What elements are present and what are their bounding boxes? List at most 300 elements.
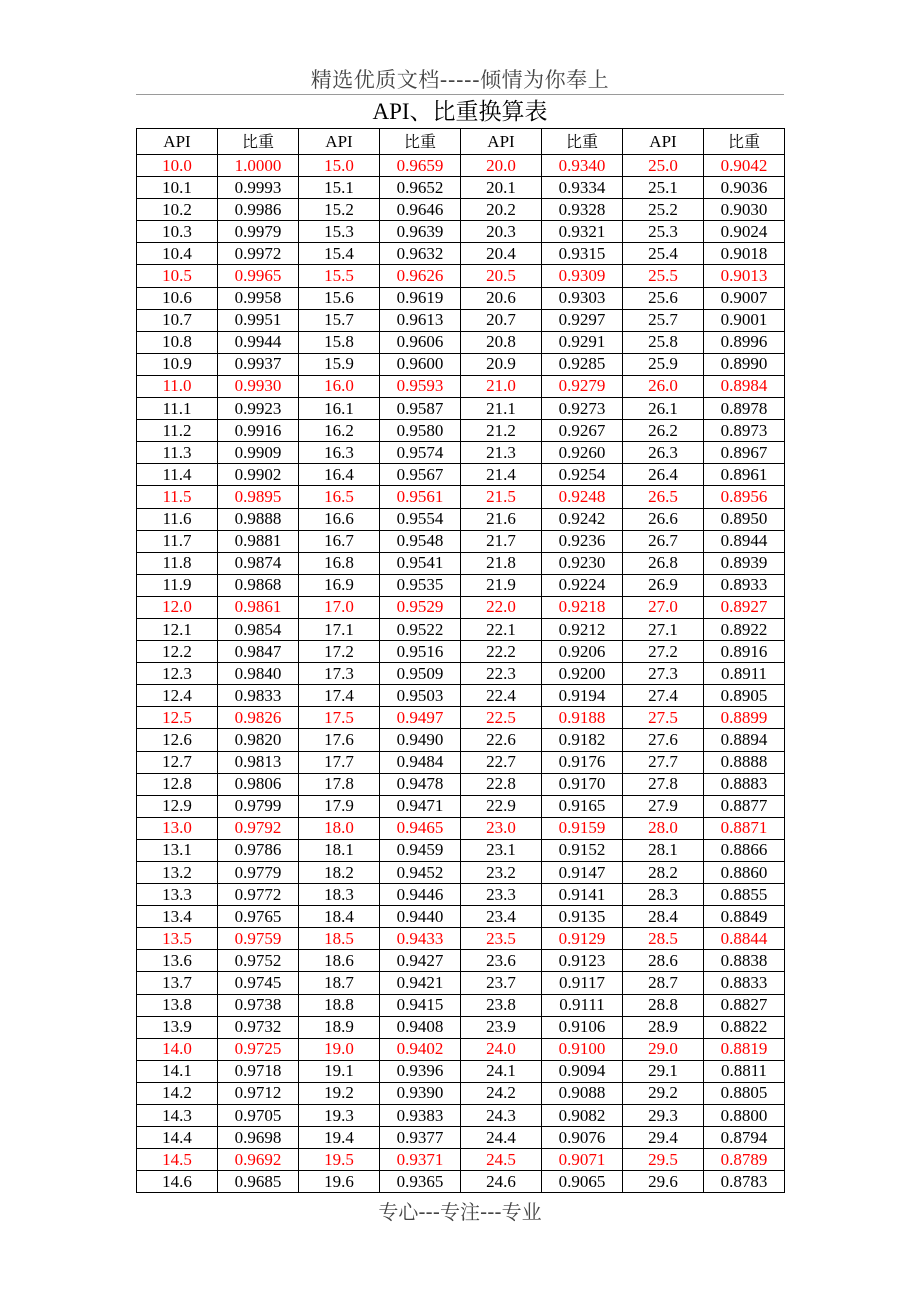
api-value-cell: 10.3 (137, 221, 218, 243)
gravity-value-cell: 0.9965 (218, 265, 299, 287)
gravity-value-cell: 0.9421 (380, 972, 461, 994)
api-value-cell: 14.2 (137, 1082, 218, 1104)
api-value-cell: 15.4 (299, 243, 380, 265)
table-row (137, 773, 785, 795)
gravity-value-cell: 0.9459 (380, 839, 461, 861)
api-value-cell: 26.8 (623, 552, 704, 574)
gravity-value-cell: 0.8967 (704, 442, 785, 464)
table-row (137, 177, 785, 199)
api-value-cell: 10.1 (137, 177, 218, 199)
api-value-cell: 19.6 (299, 1171, 380, 1193)
api-value-cell: 23.7 (461, 972, 542, 994)
gravity-value-cell: 0.8996 (704, 331, 785, 353)
gravity-value-cell: 0.8789 (704, 1149, 785, 1171)
gravity-value-cell: 0.9698 (218, 1127, 299, 1149)
gravity-value-cell: 0.9745 (218, 972, 299, 994)
gravity-value-cell: 0.9396 (380, 1060, 461, 1082)
gravity-value-cell: 0.8849 (704, 906, 785, 928)
api-value-cell: 14.5 (137, 1149, 218, 1171)
gravity-value-cell: 0.9007 (704, 287, 785, 309)
gravity-value-cell: 0.9371 (380, 1149, 461, 1171)
gravity-value-cell: 0.8944 (704, 530, 785, 552)
api-value-cell: 11.1 (137, 398, 218, 420)
gravity-value-cell: 0.9692 (218, 1149, 299, 1171)
api-value-cell: 22.9 (461, 795, 542, 817)
api-value-cell: 18.5 (299, 928, 380, 950)
api-value-cell: 11.8 (137, 552, 218, 574)
gravity-value-cell: 0.9718 (218, 1060, 299, 1082)
api-value-cell: 13.9 (137, 1016, 218, 1038)
api-value-cell: 15.0 (299, 155, 380, 177)
api-value-cell: 14.3 (137, 1105, 218, 1127)
table-row (137, 663, 785, 685)
api-value-cell: 19.5 (299, 1149, 380, 1171)
table-row (137, 243, 785, 265)
gravity-value-cell: 0.8956 (704, 486, 785, 508)
gravity-value-cell: 0.9752 (218, 950, 299, 972)
column-header-gravity: 比重 (380, 129, 461, 155)
gravity-value-cell: 0.9888 (218, 508, 299, 530)
gravity-value-cell: 0.9759 (218, 928, 299, 950)
table-row (137, 331, 785, 353)
api-value-cell: 25.7 (623, 309, 704, 331)
api-value-cell: 23.2 (461, 862, 542, 884)
gravity-value-cell: 0.9018 (704, 243, 785, 265)
api-value-cell: 16.8 (299, 552, 380, 574)
table-header-row (137, 129, 785, 155)
column-header-api: API (137, 129, 218, 155)
gravity-value-cell: 0.9593 (380, 375, 461, 397)
api-value-cell: 22.7 (461, 751, 542, 773)
column-header-api: API (623, 129, 704, 155)
api-value-cell: 14.0 (137, 1038, 218, 1060)
api-value-cell: 25.6 (623, 287, 704, 309)
api-value-cell: 15.6 (299, 287, 380, 309)
table-row (137, 862, 785, 884)
api-value-cell: 13.3 (137, 884, 218, 906)
api-value-cell: 25.9 (623, 353, 704, 375)
api-value-cell: 17.5 (299, 707, 380, 729)
gravity-value-cell: 0.9587 (380, 398, 461, 420)
gravity-value-cell: 0.9529 (380, 596, 461, 618)
gravity-value-cell: 0.8927 (704, 596, 785, 618)
api-value-cell: 16.2 (299, 420, 380, 442)
gravity-value-cell: 0.9979 (218, 221, 299, 243)
api-value-cell: 12.5 (137, 707, 218, 729)
api-value-cell: 21.9 (461, 574, 542, 596)
api-value-cell: 17.3 (299, 663, 380, 685)
api-value-cell: 17.0 (299, 596, 380, 618)
api-value-cell: 11.3 (137, 442, 218, 464)
gravity-value-cell: 0.9652 (380, 177, 461, 199)
gravity-value-cell: 0.9030 (704, 199, 785, 221)
gravity-value-cell: 0.9433 (380, 928, 461, 950)
api-value-cell: 24.2 (461, 1082, 542, 1104)
api-value-cell: 27.5 (623, 707, 704, 729)
gravity-value-cell: 0.8819 (704, 1038, 785, 1060)
api-value-cell: 26.7 (623, 530, 704, 552)
table-row-highlighted (137, 817, 785, 839)
gravity-value-cell: 0.9854 (218, 618, 299, 640)
api-value-cell: 16.9 (299, 574, 380, 596)
api-value-cell: 12.2 (137, 641, 218, 663)
gravity-value-cell: 0.9986 (218, 199, 299, 221)
api-value-cell: 27.2 (623, 641, 704, 663)
gravity-value-cell: 0.9248 (542, 486, 623, 508)
api-value-cell: 15.5 (299, 265, 380, 287)
gravity-value-cell: 0.9958 (218, 287, 299, 309)
api-value-cell: 18.6 (299, 950, 380, 972)
gravity-value-cell: 0.9170 (542, 773, 623, 795)
api-value-cell: 28.9 (623, 1016, 704, 1038)
api-value-cell: 23.0 (461, 817, 542, 839)
api-value-cell: 20.0 (461, 155, 542, 177)
table-row (137, 287, 785, 309)
api-value-cell: 13.5 (137, 928, 218, 950)
api-value-cell: 21.3 (461, 442, 542, 464)
gravity-value-cell: 0.8978 (704, 398, 785, 420)
api-value-cell: 11.4 (137, 464, 218, 486)
api-value-cell: 20.3 (461, 221, 542, 243)
gravity-value-cell: 0.9786 (218, 839, 299, 861)
gravity-value-cell: 0.9895 (218, 486, 299, 508)
gravity-value-cell: 0.9993 (218, 177, 299, 199)
api-value-cell: 13.7 (137, 972, 218, 994)
api-value-cell: 29.6 (623, 1171, 704, 1193)
gravity-value-cell: 0.9685 (218, 1171, 299, 1193)
api-value-cell: 28.5 (623, 928, 704, 950)
gravity-value-cell: 0.8984 (704, 375, 785, 397)
api-value-cell: 18.4 (299, 906, 380, 928)
api-value-cell: 10.9 (137, 353, 218, 375)
api-value-cell: 17.6 (299, 729, 380, 751)
api-value-cell: 23.5 (461, 928, 542, 950)
api-value-cell: 20.8 (461, 331, 542, 353)
api-value-cell: 23.9 (461, 1016, 542, 1038)
api-value-cell: 25.3 (623, 221, 704, 243)
api-value-cell: 17.4 (299, 685, 380, 707)
gravity-value-cell: 0.9632 (380, 243, 461, 265)
api-value-cell: 23.8 (461, 994, 542, 1016)
table-row (137, 1060, 785, 1082)
table-body (137, 155, 785, 1193)
gravity-value-cell: 0.8899 (704, 707, 785, 729)
gravity-value-cell: 0.8838 (704, 950, 785, 972)
api-value-cell: 20.9 (461, 353, 542, 375)
api-value-cell: 19.4 (299, 1127, 380, 1149)
gravity-value-cell: 0.9065 (542, 1171, 623, 1193)
api-value-cell: 22.8 (461, 773, 542, 795)
table-row (137, 641, 785, 663)
gravity-value-cell: 0.8922 (704, 618, 785, 640)
gravity-value-cell: 0.8833 (704, 972, 785, 994)
api-value-cell: 22.6 (461, 729, 542, 751)
gravity-value-cell: 0.9194 (542, 685, 623, 707)
table-row (137, 994, 785, 1016)
api-value-cell: 12.3 (137, 663, 218, 685)
gravity-value-cell: 0.8916 (704, 641, 785, 663)
api-value-cell: 13.4 (137, 906, 218, 928)
gravity-value-cell: 0.9916 (218, 420, 299, 442)
gravity-value-cell: 0.9088 (542, 1082, 623, 1104)
column-header-gravity: 比重 (542, 129, 623, 155)
api-value-cell: 10.2 (137, 199, 218, 221)
gravity-value-cell: 0.9738 (218, 994, 299, 1016)
api-value-cell: 29.1 (623, 1060, 704, 1082)
api-value-cell: 25.0 (623, 155, 704, 177)
gravity-value-cell: 0.9071 (542, 1149, 623, 1171)
gravity-value-cell: 0.9267 (542, 420, 623, 442)
api-value-cell: 21.4 (461, 464, 542, 486)
api-value-cell: 11.6 (137, 508, 218, 530)
api-value-cell: 18.3 (299, 884, 380, 906)
api-value-cell: 13.1 (137, 839, 218, 861)
api-value-cell: 26.1 (623, 398, 704, 420)
api-value-cell: 29.0 (623, 1038, 704, 1060)
gravity-value-cell: 0.9951 (218, 309, 299, 331)
api-value-cell: 10.5 (137, 265, 218, 287)
api-value-cell: 26.0 (623, 375, 704, 397)
api-value-cell: 11.7 (137, 530, 218, 552)
api-value-cell: 20.4 (461, 243, 542, 265)
gravity-value-cell: 0.8794 (704, 1127, 785, 1149)
gravity-value-cell: 0.9806 (218, 773, 299, 795)
gravity-value-cell: 0.9561 (380, 486, 461, 508)
gravity-value-cell: 0.8805 (704, 1082, 785, 1104)
table-row (137, 1127, 785, 1149)
api-value-cell: 18.7 (299, 972, 380, 994)
api-value-cell: 17.8 (299, 773, 380, 795)
gravity-value-cell: 0.9516 (380, 641, 461, 663)
gravity-value-cell: 0.8800 (704, 1105, 785, 1127)
gravity-value-cell: 0.9279 (542, 375, 623, 397)
api-value-cell: 12.7 (137, 751, 218, 773)
gravity-value-cell: 0.9522 (380, 618, 461, 640)
api-value-cell: 24.4 (461, 1127, 542, 1149)
table-row (137, 552, 785, 574)
api-value-cell: 16.5 (299, 486, 380, 508)
api-gravity-table (136, 128, 785, 1193)
gravity-value-cell: 0.8871 (704, 817, 785, 839)
api-value-cell: 11.9 (137, 574, 218, 596)
gravity-value-cell: 0.8911 (704, 663, 785, 685)
gravity-value-cell: 0.9725 (218, 1038, 299, 1060)
gravity-value-cell: 0.9600 (380, 353, 461, 375)
gravity-value-cell: 0.9340 (542, 155, 623, 177)
gravity-value-cell: 0.9452 (380, 862, 461, 884)
api-value-cell: 20.1 (461, 177, 542, 199)
gravity-value-cell: 0.9779 (218, 862, 299, 884)
gravity-value-cell: 0.9328 (542, 199, 623, 221)
gravity-value-cell: 0.9574 (380, 442, 461, 464)
gravity-value-cell: 0.9881 (218, 530, 299, 552)
gravity-value-cell: 0.9321 (542, 221, 623, 243)
api-value-cell: 24.1 (461, 1060, 542, 1082)
gravity-value-cell: 0.8939 (704, 552, 785, 574)
document-title: API、比重换算表 (372, 99, 548, 124)
api-value-cell: 26.4 (623, 464, 704, 486)
api-value-cell: 14.4 (137, 1127, 218, 1149)
api-value-cell: 15.2 (299, 199, 380, 221)
api-value-cell: 24.6 (461, 1171, 542, 1193)
api-value-cell: 27.3 (623, 663, 704, 685)
api-value-cell: 10.0 (137, 155, 218, 177)
table-row-highlighted (137, 155, 785, 177)
column-header-api: API (299, 129, 380, 155)
column-header-api: API (461, 129, 542, 155)
gravity-value-cell: 0.9242 (542, 508, 623, 530)
gravity-value-cell: 0.9159 (542, 817, 623, 839)
table-row (137, 906, 785, 928)
gravity-value-cell: 0.9303 (542, 287, 623, 309)
gravity-value-cell: 0.8973 (704, 420, 785, 442)
api-value-cell: 27.6 (623, 729, 704, 751)
api-value-cell: 22.3 (461, 663, 542, 685)
gravity-value-cell: 0.9036 (704, 177, 785, 199)
api-value-cell: 15.1 (299, 177, 380, 199)
api-value-cell: 27.0 (623, 596, 704, 618)
api-value-cell: 28.1 (623, 839, 704, 861)
table-row (137, 309, 785, 331)
gravity-value-cell: 0.9377 (380, 1127, 461, 1149)
table-row (137, 884, 785, 906)
gravity-value-cell: 0.9944 (218, 331, 299, 353)
gravity-value-cell: 0.9509 (380, 663, 461, 685)
gravity-value-cell: 0.9111 (542, 994, 623, 1016)
gravity-value-cell: 0.9135 (542, 906, 623, 928)
gravity-value-cell: 0.9182 (542, 729, 623, 751)
api-value-cell: 17.2 (299, 641, 380, 663)
api-value-cell: 22.1 (461, 618, 542, 640)
table-row (137, 442, 785, 464)
api-value-cell: 13.2 (137, 862, 218, 884)
gravity-value-cell: 0.8827 (704, 994, 785, 1016)
gravity-value-cell: 0.9440 (380, 906, 461, 928)
gravity-value-cell: 0.9937 (218, 353, 299, 375)
api-value-cell: 22.2 (461, 641, 542, 663)
api-value-cell: 11.5 (137, 486, 218, 508)
gravity-value-cell: 0.9082 (542, 1105, 623, 1127)
api-value-cell: 17.9 (299, 795, 380, 817)
api-value-cell: 16.6 (299, 508, 380, 530)
gravity-value-cell: 0.9503 (380, 685, 461, 707)
api-value-cell: 11.0 (137, 375, 218, 397)
gravity-value-cell: 0.9218 (542, 596, 623, 618)
gravity-value-cell: 0.8822 (704, 1016, 785, 1038)
api-value-cell: 28.0 (623, 817, 704, 839)
api-value-cell: 27.9 (623, 795, 704, 817)
api-value-cell: 19.3 (299, 1105, 380, 1127)
api-value-cell: 21.7 (461, 530, 542, 552)
table-row (137, 618, 785, 640)
table-row (137, 1105, 785, 1127)
gravity-value-cell: 0.9042 (704, 155, 785, 177)
api-value-cell: 12.6 (137, 729, 218, 751)
gravity-value-cell: 0.9415 (380, 994, 461, 1016)
api-value-cell: 12.8 (137, 773, 218, 795)
gravity-value-cell: 0.8844 (704, 928, 785, 950)
gravity-value-cell: 0.8860 (704, 862, 785, 884)
table-row (137, 795, 785, 817)
gravity-value-cell: 0.9626 (380, 265, 461, 287)
table-row (137, 464, 785, 486)
table-row-highlighted (137, 1038, 785, 1060)
api-value-cell: 12.1 (137, 618, 218, 640)
table-row-highlighted (137, 486, 785, 508)
gravity-value-cell: 0.9972 (218, 243, 299, 265)
page-footer: 专心---专注---专业 (378, 1200, 542, 1224)
api-value-cell: 25.1 (623, 177, 704, 199)
api-value-cell: 19.2 (299, 1082, 380, 1104)
api-value-cell: 26.9 (623, 574, 704, 596)
api-value-cell: 28.6 (623, 950, 704, 972)
api-value-cell: 14.1 (137, 1060, 218, 1082)
api-value-cell: 11.2 (137, 420, 218, 442)
gravity-value-cell: 0.9465 (380, 817, 461, 839)
gravity-value-cell: 0.9129 (542, 928, 623, 950)
gravity-value-cell: 0.9930 (218, 375, 299, 397)
gravity-value-cell: 0.9147 (542, 862, 623, 884)
gravity-value-cell: 0.9535 (380, 574, 461, 596)
api-value-cell: 26.5 (623, 486, 704, 508)
gravity-value-cell: 0.8894 (704, 729, 785, 751)
api-value-cell: 21.5 (461, 486, 542, 508)
api-value-cell: 13.6 (137, 950, 218, 972)
api-value-cell: 10.6 (137, 287, 218, 309)
gravity-value-cell: 0.9254 (542, 464, 623, 486)
gravity-value-cell: 0.8866 (704, 839, 785, 861)
table-row (137, 398, 785, 420)
api-value-cell: 23.1 (461, 839, 542, 861)
api-value-cell: 23.4 (461, 906, 542, 928)
gravity-value-cell: 0.9176 (542, 751, 623, 773)
table-row (137, 199, 785, 221)
gravity-value-cell: 0.9659 (380, 155, 461, 177)
gravity-value-cell: 0.9820 (218, 729, 299, 751)
gravity-value-cell: 0.9100 (542, 1038, 623, 1060)
table-row (137, 530, 785, 552)
api-value-cell: 25.5 (623, 265, 704, 287)
api-value-cell: 28.3 (623, 884, 704, 906)
gravity-value-cell: 0.9230 (542, 552, 623, 574)
gravity-value-cell: 0.9390 (380, 1082, 461, 1104)
gravity-value-cell: 0.8905 (704, 685, 785, 707)
table-row (137, 751, 785, 773)
api-value-cell: 19.0 (299, 1038, 380, 1060)
api-value-cell: 20.7 (461, 309, 542, 331)
gravity-value-cell: 0.8811 (704, 1060, 785, 1082)
api-value-cell: 18.2 (299, 862, 380, 884)
api-value-cell: 16.0 (299, 375, 380, 397)
gravity-value-cell: 0.8990 (704, 353, 785, 375)
table-row-highlighted (137, 1149, 785, 1171)
gravity-value-cell: 0.9206 (542, 641, 623, 663)
gravity-value-cell: 0.9580 (380, 420, 461, 442)
api-value-cell: 20.6 (461, 287, 542, 309)
gravity-value-cell: 0.9402 (380, 1038, 461, 1060)
gravity-value-cell: 0.9236 (542, 530, 623, 552)
api-value-cell: 29.2 (623, 1082, 704, 1104)
gravity-value-cell: 0.9909 (218, 442, 299, 464)
table-row (137, 839, 785, 861)
gravity-value-cell: 0.8933 (704, 574, 785, 596)
gravity-value-cell: 0.9152 (542, 839, 623, 861)
api-value-cell: 21.6 (461, 508, 542, 530)
gravity-value-cell: 0.9334 (542, 177, 623, 199)
gravity-value-cell: 0.9106 (542, 1016, 623, 1038)
gravity-value-cell: 0.9273 (542, 398, 623, 420)
gravity-value-cell: 0.9639 (380, 221, 461, 243)
